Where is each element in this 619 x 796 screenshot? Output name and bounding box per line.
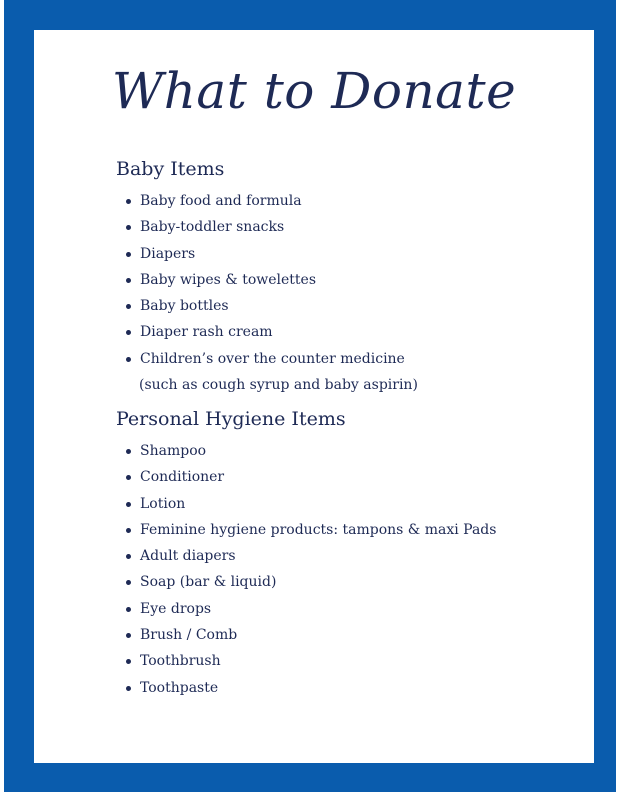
list-item: Adult diapers: [116, 543, 576, 569]
list-item: Diapers: [116, 241, 576, 267]
baby-items-section: [116, 158, 576, 398]
list-item: Feminine hygiene products: tampons & maxi Pads: [116, 517, 576, 543]
list-item: Toothbrush: [116, 648, 576, 674]
list-item: Children’s over the counter medicine (such as cough syrup and baby aspirin): [116, 346, 576, 399]
page-border: [4, 0, 616, 792]
hygiene-items-section: [116, 408, 576, 701]
document-page: [34, 30, 594, 763]
list-item: Shampoo: [116, 438, 576, 464]
list-item: Baby bottles: [116, 293, 576, 319]
list-item: Toothpaste: [116, 675, 576, 701]
list-item: Brush / Comb: [116, 622, 576, 648]
page-title: What to Donate: [111, 62, 517, 120]
list-item: Conditioner: [116, 464, 576, 490]
hygiene-items-list: [116, 438, 576, 701]
list-item: Baby wipes & towelettes: [116, 267, 576, 293]
section-heading-hygiene: Personal Hygiene Items: [116, 408, 346, 430]
list-item: Eye drops: [116, 596, 576, 622]
list-item: Baby food and formula: [116, 188, 576, 214]
list-item: Soap (bar & liquid): [116, 569, 576, 595]
list-item: Baby-toddler snacks: [116, 214, 576, 240]
baby-items-list: [116, 188, 576, 398]
list-item: Diaper rash cream: [116, 319, 576, 345]
list-item: Lotion: [116, 491, 576, 517]
medicine-note: (such as cough syrup and baby aspirin): [139, 377, 418, 394]
section-heading-baby: Baby Items: [116, 158, 225, 180]
